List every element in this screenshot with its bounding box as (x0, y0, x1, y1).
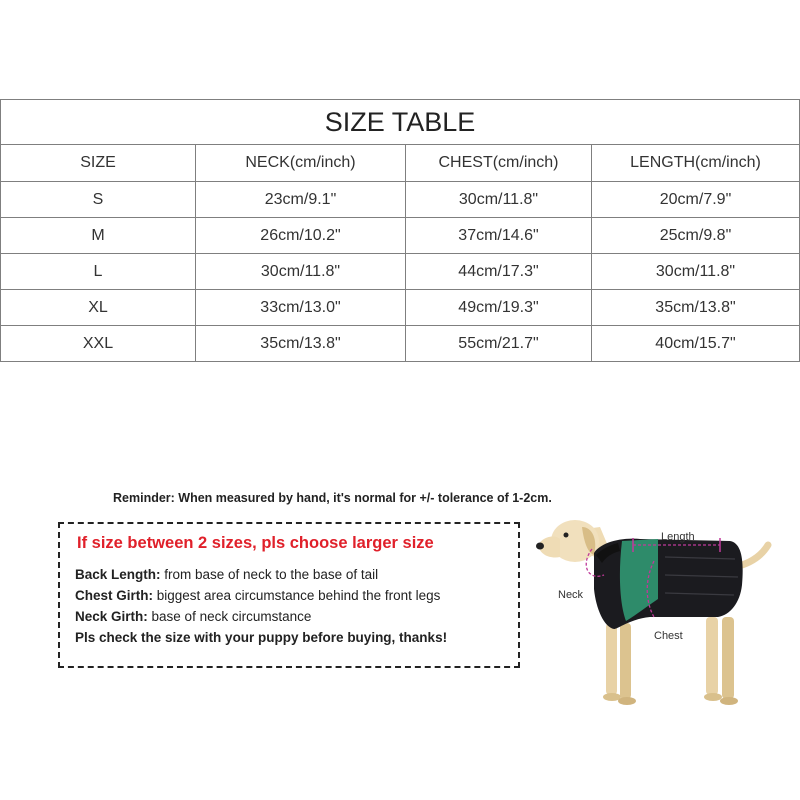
size-cell: M (1, 218, 196, 254)
back-length-text: from base of neck to the base of tail (160, 567, 379, 582)
closing-note: Pls check the size with your puppy before buying, thanks! (75, 630, 448, 645)
chest-label: Chest (654, 630, 683, 642)
length-cell: 20cm/7.9" (592, 182, 800, 218)
neck-girth-note (75, 609, 311, 624)
chest-girth-note (75, 588, 440, 603)
table-row (1, 218, 800, 254)
neck-girth-text: base of neck circumstance (147, 609, 312, 624)
size-cell: S (1, 182, 196, 218)
back-length-note (75, 567, 378, 582)
header-neck: NECK(cm/inch) (196, 145, 406, 182)
table-row (1, 326, 800, 362)
dog-measurement-diagram (530, 505, 800, 725)
dog-illustration (536, 520, 768, 705)
chest-cell: 49cm/19.3" (406, 290, 592, 326)
length-cell: 25cm/9.8" (592, 218, 800, 254)
length-cell: 40cm/15.7" (592, 326, 800, 362)
header-length: LENGTH(cm/inch) (592, 145, 800, 182)
length-cell: 30cm/11.8" (592, 254, 800, 290)
table-row (1, 290, 800, 326)
neck-girth-label: Neck Girth: (75, 609, 148, 624)
back-length-label: Back Length: (75, 567, 161, 582)
neck-cell: 23cm/9.1" (196, 182, 406, 218)
length-cell: 35cm/13.8" (592, 290, 800, 326)
size-cell: XXL (1, 326, 196, 362)
length-label: Length (661, 531, 695, 543)
header-chest: CHEST(cm/inch) (406, 145, 592, 182)
measurement-reminder: Reminder: When measured by hand, it's normal for +/- tolerance of 1-2cm. (113, 491, 552, 505)
size-cell: XL (1, 290, 196, 326)
neck-cell: 30cm/11.8" (196, 254, 406, 290)
neck-label: Neck (558, 589, 584, 601)
chest-cell: 37cm/14.6" (406, 218, 592, 254)
table-row (1, 254, 800, 290)
neck-cell: 33cm/13.0" (196, 290, 406, 326)
neck-cell: 26cm/10.2" (196, 218, 406, 254)
chest-girth-label: Chest Girth: (75, 588, 154, 603)
sizing-headline: If size between 2 sizes, pls choose larger size (77, 534, 434, 552)
chest-cell: 55cm/21.7" (406, 326, 592, 362)
size-cell: L (1, 254, 196, 290)
neck-cell: 35cm/13.8" (196, 326, 406, 362)
table-header-row (1, 145, 800, 182)
chest-cell: 30cm/11.8" (406, 182, 592, 218)
table-row (1, 182, 800, 218)
chest-cell: 44cm/17.3" (406, 254, 592, 290)
chest-girth-text: biggest area circumstance behind the front legs (153, 588, 441, 603)
sizing-notes-box (58, 522, 520, 668)
table-title: SIZE TABLE (1, 100, 800, 145)
size-table (0, 99, 800, 362)
header-size: SIZE (1, 145, 196, 182)
